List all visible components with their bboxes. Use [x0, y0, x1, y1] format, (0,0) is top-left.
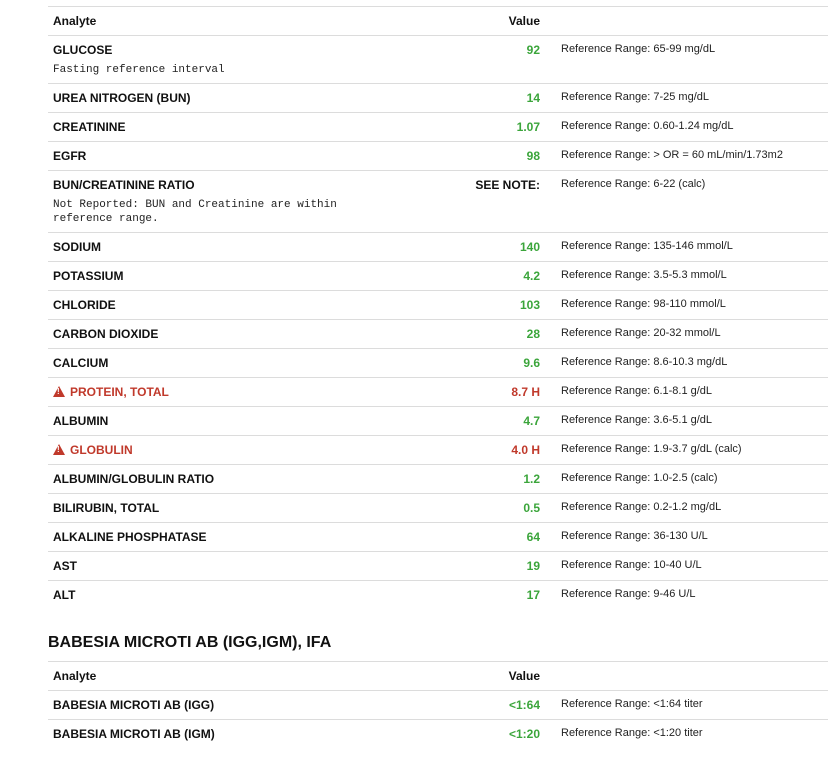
analyte-column-header: Analyte — [53, 14, 97, 28]
reference-range: Reference Range: 3.6-5.1 g/dL — [561, 414, 713, 426]
analyte-name-text: BUN/CREATININE RATIO — [53, 178, 195, 192]
result-value: SEE NOTE: — [475, 178, 540, 192]
reference-range: Reference Range: 10-40 U/L — [561, 559, 702, 571]
analyte-name-text: SODIUM — [53, 240, 101, 254]
value-column-header: Value — [508, 669, 540, 683]
analyte-name-text: EGFR — [53, 149, 87, 163]
analyte-note: Fasting reference interval — [53, 64, 225, 76]
reference-range: Reference Range: 3.5-5.3 mmol/L — [561, 269, 727, 281]
result-value: 103 — [519, 298, 540, 312]
result-value: <1:64 — [508, 698, 540, 712]
result-value: 1.2 — [523, 472, 540, 486]
analyte-name — [53, 240, 101, 254]
result-value: 0.5 — [523, 501, 540, 515]
result-value: 19 — [526, 559, 540, 573]
result-value: 17 — [526, 588, 540, 602]
table-row — [48, 465, 828, 494]
analyte-name-text: CREATININE — [53, 120, 126, 134]
reference-range: Reference Range: 1.9-3.7 g/dL (calc) — [561, 443, 742, 455]
result-value: 4.7 — [523, 414, 540, 428]
results-table-chemistry — [48, 6, 828, 609]
reference-range: Reference Range: 8.6-10.3 mg/dL — [561, 356, 728, 368]
table-row — [48, 378, 828, 407]
table-row — [48, 84, 828, 113]
table-row — [48, 407, 828, 436]
analyte-name — [53, 385, 169, 399]
reference-range: Reference Range: 6.1-8.1 g/dL — [561, 385, 713, 397]
result-value: <1:20 — [508, 727, 540, 741]
analyte-name — [53, 727, 215, 741]
table-row — [48, 552, 828, 581]
reference-range: Reference Range: 0.60-1.24 mg/dL — [561, 120, 734, 132]
analyte-name — [53, 530, 207, 544]
reference-range: Reference Range: <1:64 titer — [561, 698, 703, 710]
analyte-name — [53, 91, 191, 105]
result-value: 98 — [526, 149, 540, 163]
result-value: 64 — [526, 530, 540, 544]
analyte-name-text: ALBUMIN/GLOBULIN RATIO — [53, 472, 215, 486]
result-value: 14 — [526, 91, 540, 105]
analyte-name-text: AST — [53, 559, 77, 573]
analyte-name-text: BABESIA MICROTI AB (IGG) — [53, 698, 215, 712]
results-table-babesia — [48, 661, 828, 748]
result-value: 4.0 H — [511, 443, 540, 457]
reference-range: Reference Range: <1:20 titer — [561, 727, 703, 739]
analyte-name — [53, 298, 116, 312]
result-value: 1.07 — [516, 120, 540, 134]
table-header — [48, 6, 828, 36]
analyte-name-text: BABESIA MICROTI AB (IGM) — [53, 727, 215, 741]
table-body — [48, 36, 828, 609]
analyte-name — [53, 43, 112, 57]
reference-range: Reference Range: 135-146 mmol/L — [561, 240, 733, 252]
analyte-name-text: POTASSIUM — [53, 269, 124, 283]
analyte-name — [53, 149, 86, 163]
analyte-name — [53, 698, 214, 712]
analyte-name-text: UREA NITROGEN (BUN) — [53, 91, 191, 105]
result-value: 28 — [526, 327, 540, 341]
table-row — [48, 581, 828, 609]
result-value: 9.6 — [523, 356, 540, 370]
reference-range: Reference Range: 6-22 (calc) — [561, 178, 706, 190]
analyte-name-text: ALBUMIN — [53, 414, 109, 428]
table-row — [48, 349, 828, 378]
analyte-name-text: GLOBULIN — [70, 443, 133, 457]
table-row — [48, 720, 828, 748]
table-row — [48, 291, 828, 320]
reference-range: Reference Range: 7-25 mg/dL — [561, 91, 709, 103]
analyte-name — [53, 356, 108, 370]
table-row — [48, 494, 828, 523]
table-header — [48, 661, 828, 691]
reference-range: Reference Range: 9-46 U/L — [561, 588, 696, 600]
table-row — [48, 113, 828, 142]
analyte-name-text: PROTEIN, TOTAL — [70, 385, 169, 399]
analyte-name-text: GLUCOSE — [53, 43, 113, 57]
table-body — [48, 691, 828, 748]
result-value: 8.7 H — [511, 385, 540, 399]
section-title: BABESIA MICROTI AB (IGG,IGM), IFA — [48, 634, 332, 651]
result-value: 92 — [526, 43, 540, 57]
table-row — [48, 691, 828, 720]
reference-range: Reference Range: 1.0-2.5 (calc) — [561, 472, 718, 484]
table-row — [48, 233, 828, 262]
reference-range: Reference Range: 20-32 mmol/L — [561, 327, 721, 339]
reference-range: Reference Range: 65-99 mg/dL — [561, 43, 716, 55]
analyte-name — [53, 559, 77, 573]
table-row — [48, 142, 828, 171]
analyte-name-text: BILIRUBIN, TOTAL — [53, 501, 160, 515]
reference-range: Reference Range: 36-130 U/L — [561, 530, 708, 542]
analyte-name — [53, 588, 75, 602]
table-row — [48, 523, 828, 552]
table-row — [48, 262, 828, 291]
result-value: 140 — [519, 240, 540, 254]
analyte-name-text: ALKALINE PHOSPHATASE — [53, 530, 207, 544]
analyte-name — [53, 472, 214, 486]
analyte-name — [53, 327, 158, 341]
result-value: 4.2 — [523, 269, 540, 283]
analyte-name — [53, 443, 133, 457]
analyte-name — [53, 120, 125, 134]
analyte-column-header: Analyte — [53, 669, 97, 683]
reference-range: Reference Range: 0.2-1.2 mg/dL — [561, 501, 722, 513]
analyte-name — [53, 414, 108, 428]
analyte-name-text: CALCIUM — [53, 356, 109, 370]
warning-triangle-icon — [53, 444, 65, 455]
analyte-note: Not Reported: BUN and Creatinine are within reference range. — [53, 199, 337, 225]
analyte-name-text: ALT — [53, 588, 76, 602]
warning-triangle-icon — [53, 386, 65, 397]
table-row — [48, 320, 828, 349]
analyte-name-text: CHLORIDE — [53, 298, 116, 312]
analyte-name-text: CARBON DIOXIDE — [53, 327, 159, 341]
table-row — [48, 171, 828, 233]
analyte-name — [53, 269, 123, 283]
reference-range: Reference Range: 98-110 mmol/L — [561, 298, 726, 310]
reference-range: Reference Range: > OR = 60 mL/min/1.73m2 — [561, 149, 783, 161]
analyte-name — [53, 178, 195, 192]
analyte-name — [53, 501, 159, 515]
value-column-header: Value — [508, 14, 540, 28]
table-row — [48, 36, 828, 84]
table-row — [48, 436, 828, 465]
